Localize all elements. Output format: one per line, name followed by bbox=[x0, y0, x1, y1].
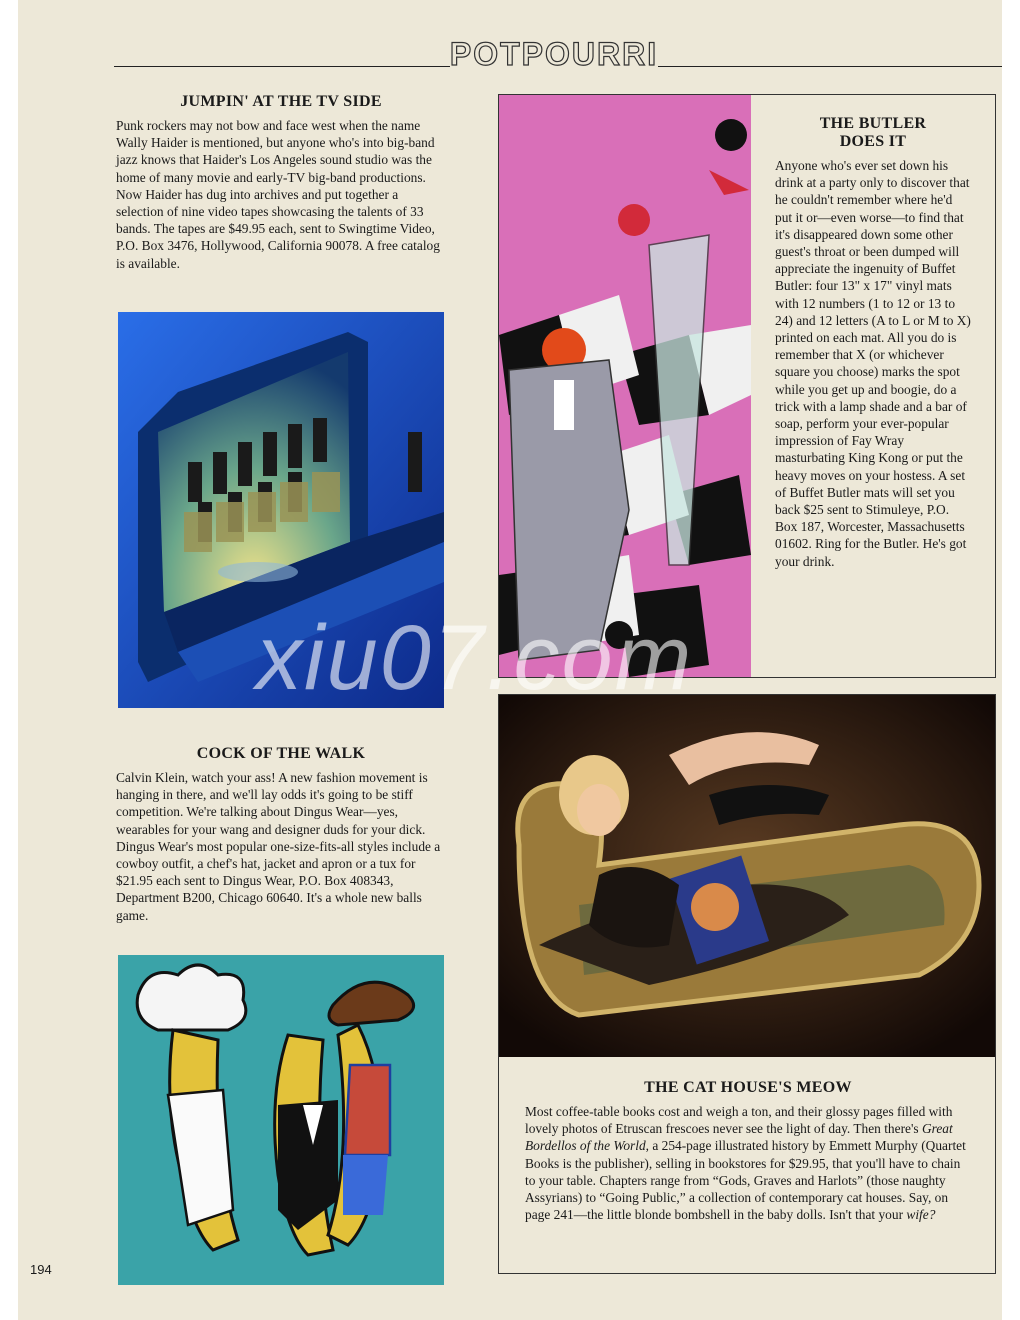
article-title: THE CAT HOUSE'S MEOW bbox=[644, 1079, 852, 1096]
article-title: JUMPIN' AT THE TV SIDE bbox=[180, 93, 382, 110]
header-rule-left bbox=[114, 66, 450, 67]
article-jumpin bbox=[116, 93, 446, 272]
watermark: xiu07.com bbox=[256, 607, 694, 709]
article-body: Calvin Klein, watch your ass! A new fashion movement is hanging in there, and we'll lay odds it's going to be stiff competition. We're talking about Dingus Wear—yes, wearables for your wang and designer duds for your dick. Dingus Wear's most popular one-size-fits-all styles include a cowboy outfit, a chef's hat, jacket and apron or a tux for $21.95 each sent to Dingus Wear, P.O. Box 408343, Department B200, Chicago 60640. It's a whole new balls game. bbox=[116, 770, 441, 923]
article-cathouse-box bbox=[498, 694, 996, 1274]
header-rule-right bbox=[658, 66, 1002, 67]
article-body bbox=[525, 1103, 971, 1223]
article-title: COCK OF THE WALK bbox=[196, 745, 366, 762]
article-cock-of-the-walk bbox=[116, 745, 446, 924]
article-butler-box bbox=[498, 94, 996, 678]
section-header bbox=[114, 36, 1002, 76]
article-title-line2: DOES IT bbox=[839, 133, 907, 150]
body-part-2: , a 254-page illustrated history by Emmett Murphy (Quartet Books is the publisher), selling in bookstores for $29.95, that you'll have to chain to your table. Chapters range from “Gods, Graves and Harlots” (those naughty Assyrians) to “Going Public,” a collection of contemporary cat houses. Say, on page 241—the little blonde bombshell in the baby dolls. Isn't that your bbox=[525, 1138, 966, 1223]
magazine-page bbox=[18, 0, 1002, 1320]
book-title: Great Bordellos of the World bbox=[525, 1121, 953, 1154]
body-end: wife? bbox=[906, 1207, 936, 1223]
bordello-photo bbox=[499, 695, 995, 1057]
article-body: Punk rockers may not bow and face west when the name Wally Haider is mentioned, but anyone who's into big-band jazz knows that Haider's Los Angeles sound studio was the home of many movie and early-TV big-band productions. Now Haider has dug into archives and put together a selection of nine video tapes showcasing the talents of 33 bands. The tapes are $49.95 each, sent to Swingtime Video, P.O. Box 3476, Hollywood, California 90078. A free catalog is available. bbox=[116, 118, 440, 271]
page-number: 194 bbox=[30, 1262, 52, 1277]
section-title: POTPOURRI bbox=[449, 36, 659, 72]
article-title-line1: THE BUTLER bbox=[819, 115, 927, 132]
body-part-1: Most coffee-table books cost and weigh a ton, and their glossy pages filled with lovely photos of Etruscan frescoes never see the light of day. Then there's bbox=[525, 1104, 953, 1137]
butler-illustration bbox=[499, 95, 751, 677]
cathouse-text bbox=[525, 1079, 971, 1223]
article-body: Anyone who's ever set down his drink at a party only to discover that he couldn't remember where he'd put it or—even worse—to find that it's disappeared down some other guest's throat or been dumped will appreciate the ingenuity of Buffet Butler: four 13" x 17" vinyl mats with 12 numbers (1 to 12 or 13 to 24) and 12 letters (A to L or M to X) printed on each mat. All you do is remember that X (or whichever square you choose) marks the spot while you get up and boogie, do a trick with a lamp shade and a bar of soap, perform your ever-popular impression of Fay Wray masturbating King Kong or put the heavy moves on your hostess. A set of Buffet Butler mats will set you back $25 sent to Stimuleye, P.O. Box 187, Worcester, Massachusetts 01602. Ring for the Butler. He's got your drink. bbox=[775, 158, 971, 569]
butler-text bbox=[775, 115, 971, 570]
dingus-wear-illustration bbox=[118, 955, 444, 1285]
